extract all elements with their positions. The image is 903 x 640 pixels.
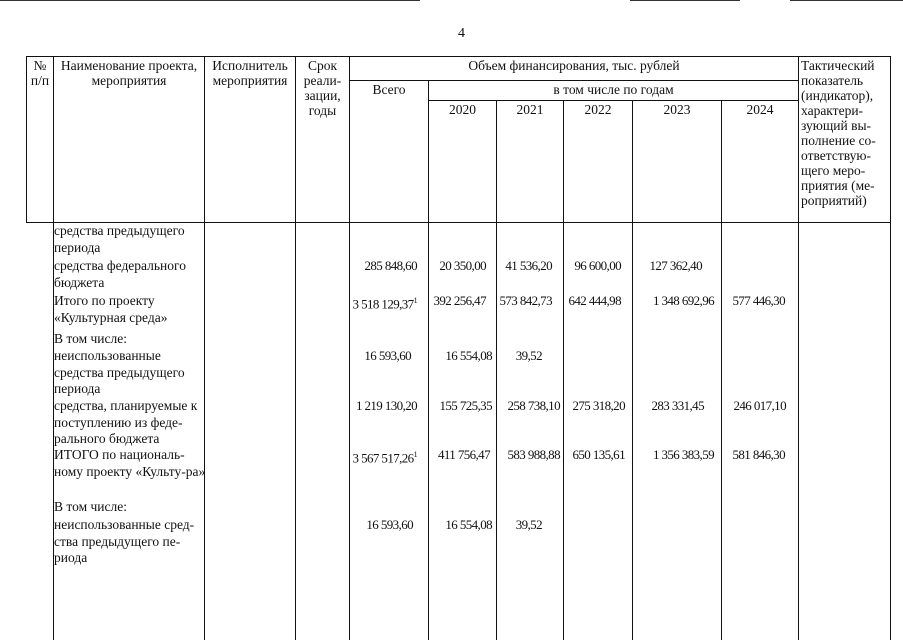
cell-2022: 96 600,00 bbox=[574, 258, 621, 273]
cell-total: 3 567 517,26$^1$ bbox=[352, 450, 417, 466]
column-border bbox=[890, 223, 891, 640]
column-border bbox=[496, 223, 497, 640]
cell-2020: 411 756,47 bbox=[437, 447, 490, 462]
cell-2023: 1 348 692,96 bbox=[652, 293, 714, 308]
cell-2020: 155 725,35 bbox=[439, 398, 492, 413]
header-by-years: в том числе по годам bbox=[429, 81, 799, 101]
row-name: средства предыдущего периода bbox=[54, 223, 185, 255]
cell-2021: 41 536,20 bbox=[505, 258, 552, 273]
header-year: 2021 bbox=[497, 101, 564, 223]
footnote-mark: 1 bbox=[413, 450, 417, 459]
cell-2020: 16 554,08 bbox=[445, 348, 492, 363]
scan-artifact-line bbox=[790, 0, 903, 1]
cell-total: 16 593,60 bbox=[366, 517, 413, 532]
cell-2021: 39,52 bbox=[515, 348, 542, 363]
header-term: Срок реали-зации, годы bbox=[296, 57, 350, 223]
header-year: 2024 bbox=[722, 101, 799, 223]
cell-2023: 1 356 383,59 bbox=[652, 447, 714, 462]
header-indicator: Тактический показатель (индикатор), характери-зующий вы-полнение со-ответствую-щего меро-приятия (ме-роприятий) bbox=[799, 57, 891, 223]
row-name: неиспользованные сред-ства предыдущего пе-риода bbox=[54, 517, 195, 565]
column-border bbox=[798, 223, 799, 640]
row-name: неиспользованные средства предыдущего периода bbox=[54, 348, 185, 396]
header-year: 2022 bbox=[564, 101, 633, 223]
column-border bbox=[349, 223, 350, 640]
header-year: 2023 bbox=[633, 101, 722, 223]
cell-total: 285 848,60 bbox=[364, 258, 417, 273]
cell-2020: 16 554,08 bbox=[445, 517, 492, 532]
table-body bbox=[26, 223, 890, 640]
row-name: Итого по проекту «Культурная среда» bbox=[54, 293, 168, 325]
row-name: В том числе: bbox=[54, 331, 127, 346]
column-border bbox=[295, 223, 296, 640]
row-name: В том числе: bbox=[54, 499, 127, 514]
row-name: средства, планируемые к поступлению из феде-рального бюджета bbox=[54, 398, 198, 446]
cell-2024: 246 017,10 bbox=[733, 398, 786, 413]
header-year: 2020 bbox=[429, 101, 497, 223]
cell-2021: 583 988,88 bbox=[507, 447, 560, 462]
footnote-mark: 1 bbox=[413, 296, 417, 305]
header-executor: Исполнитель мероприятия bbox=[205, 57, 296, 223]
column-border bbox=[721, 223, 722, 640]
row-name: ИТОГО по националь-ному проекту «Культу-ра» bbox=[54, 447, 206, 479]
cell-2020: 392 256,47 bbox=[433, 293, 486, 308]
column-border bbox=[563, 223, 564, 640]
cell-2024: 581 846,30 bbox=[732, 447, 785, 462]
cell-total: 3 518 129,37$^1$ bbox=[352, 296, 417, 312]
row-name: средства федерального бюджета bbox=[54, 258, 186, 290]
cell-2021: 573 842,73 bbox=[499, 293, 552, 308]
header-volume: Объем финансирования, тыс. рублей bbox=[350, 57, 799, 81]
cell-2021: 39,52 bbox=[515, 517, 542, 532]
header-num: № п/п bbox=[27, 57, 54, 223]
cell-2022: 650 135,61 bbox=[572, 447, 625, 462]
cell-2022: 275 318,20 bbox=[572, 398, 625, 413]
scan-artifact-line bbox=[630, 0, 740, 1]
cell-2022: 642 444,98 bbox=[568, 293, 621, 308]
table-header bbox=[26, 56, 891, 223]
cell-2021: 258 738,10 bbox=[507, 398, 560, 413]
cell-2023: 283 331,45 bbox=[651, 398, 704, 413]
cell-2020: 20 350,00 bbox=[439, 258, 486, 273]
cell-2023: 127 362,40 bbox=[649, 258, 702, 273]
cell-total: 16 593,60 bbox=[364, 348, 411, 363]
cell-2024: 577 446,30 bbox=[732, 293, 785, 308]
header-name: Наименование проекта, мероприятия bbox=[54, 57, 205, 223]
page-number: 4 bbox=[458, 26, 465, 41]
column-border bbox=[428, 223, 429, 640]
cell-total: 1 219 130,20 bbox=[355, 398, 417, 413]
column-border bbox=[632, 223, 633, 640]
header-total: Всего bbox=[350, 81, 429, 223]
scan-artifact-line bbox=[0, 0, 420, 1]
